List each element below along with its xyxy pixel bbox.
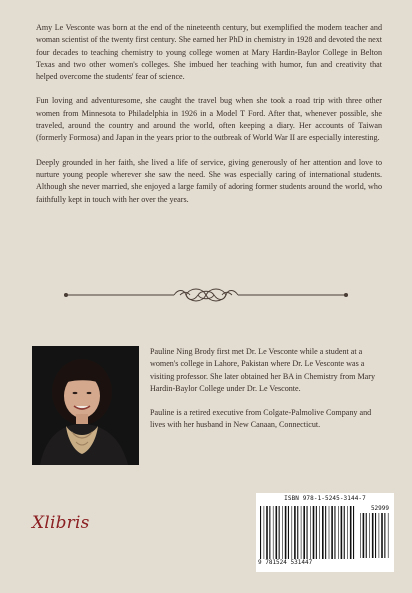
- bio-paragraph-3: Deeply grounded in her faith, she lived a life of service, giving generously of her attention and love to nurture young people wherever she saw the need. She was especially caring of international students. Although she never married, she enjoyed a large family of adoring former students around the world, who faithfully kept in touch with her over the years.: [36, 157, 382, 204]
- bio-paragraph-1: Amy Le Vesconte was born at the end of the nineteenth century, but exemplified the modern teacher and woman scientist of the twenty first century. She earned her PhD in chemistry in 1928 and devoted the next four decades to teaching chemistry to young college women at Mary Hardin-Baylor College in Belton Texas and two other women's colleges. She imbued her teaching with humor, fun and creativity that helped overcome the students' fear of science.: [36, 23, 382, 82]
- author-paragraph-1: Pauline Ning Brody first met Dr. Le Vesconte while a student at a women's college in Lahore, Pakistan where Dr. Le Vesconte was a visiting professor. She later obtained her BA in Chemistry from Mary Hardin-Baylor College under Dr. Le Vesconte.: [150, 347, 376, 393]
- decorative-divider-ornament: [62, 286, 350, 304]
- bio-paragraph-2: Fun loving and adventuresome, she caught the travel bug when she took a road trip with three other women from Minnesota to Philadelphia in 1926 in a Model T Ford. After that, whenever possible, she traveled, around the country and around the world, often keeping a diary. Her accounts of Taiwan (formerly Formosa) and Japan in the years prior to the outbreak of World War II are especially interesting.: [36, 96, 382, 143]
- barcode-digits: 9 781524 531447: [258, 559, 313, 566]
- ean-barcode-bars: [260, 506, 356, 559]
- author-biography: [150, 346, 384, 444]
- back-cover-biography: [36, 22, 382, 218]
- price-addon-barcode-bars: [360, 513, 390, 558]
- isbn-number: ISBN 978-1-5245-3144-7: [284, 495, 366, 502]
- publisher-logo: Xlibris: [32, 513, 90, 533]
- author-paragraph-2: Pauline is a retired executive from Colgate-Palmolive Company and lives with her husband in New Canaan, Connecticut.: [150, 408, 372, 430]
- isbn-barcode: [256, 493, 394, 572]
- price-code: 52999: [370, 505, 389, 512]
- author-photo: [32, 346, 139, 465]
